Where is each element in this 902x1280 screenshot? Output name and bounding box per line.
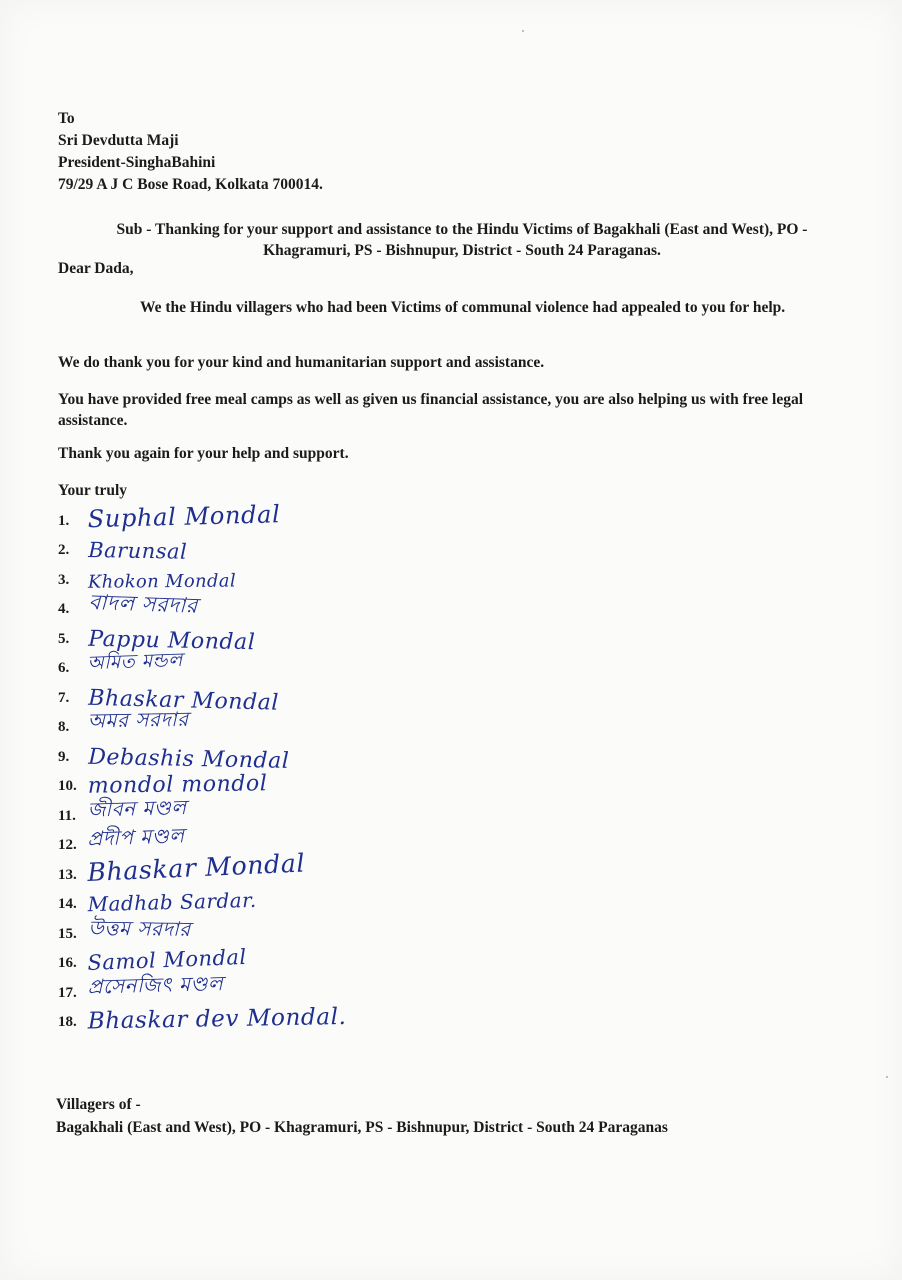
handwritten-signature: Khokon Mondal [87,569,237,592]
handwritten-signature: প্রসেনজিৎ মণ্ডল [87,971,224,998]
signature-row [58,1003,558,1036]
handwritten-signature: Madhab Sardar. [87,888,257,916]
signature-number: 6. [58,660,70,676]
address-to: To [58,110,75,127]
signature-number: 13. [58,866,77,883]
footer-address: Bagakhali (East and West), PO - Khagramuri, PS - Bishnupur, District - South 24 Paraganas [56,1119,668,1136]
signature-number: 4. [58,601,70,617]
signature-number: 7. [58,689,70,706]
recipient-address [58,108,323,196]
handwritten-signature: Bhaskar dev Mondal. [87,1003,347,1034]
handwritten-signature: প্রদীপ মণ্ডল [86,824,185,851]
handwritten-signature: Bhaskar Mondal [88,684,280,715]
signature-number: 16. [58,955,77,971]
signature-number: 1. [58,512,70,529]
handwritten-signature: অমিত মন্ডল [87,648,184,674]
handwritten-signature: Pappu Mondal [88,625,256,654]
body-paragraph-3: You have provided free meal camps as well as given us financial assistance, you are also helping us with free legal assistance. [58,391,804,429]
signature-row [58,917,558,947]
signature-number: 10. [58,778,77,794]
closing: Your truly [58,482,128,499]
handwritten-signature: Debashis Mondal [88,743,290,773]
handwritten-signature: mondol mondol [87,770,268,798]
body-paragraph-2: We do thank you for your kind and humanitarian support and assistance. [58,354,545,371]
signature-row [58,848,558,888]
signature-row [58,740,558,773]
signature-number: 18. [58,1014,77,1030]
signature-row [58,534,558,564]
handwritten-signature: জীবন মণ্ডল [87,795,187,821]
recipient-title: President-SinghaBahini [58,154,216,171]
signature-number: 9. [58,748,70,765]
signature-row [58,971,558,1006]
subject-line [58,219,866,261]
recipient-name: Sri Devdutta Maji [58,132,179,149]
handwritten-signature: বাদল সরদার [88,590,199,618]
signature-number: 14. [58,896,77,912]
signature-list [58,499,558,1035]
recipient-street-address: 79/29 A J C Bose Road, Kolkata 700014. [58,176,323,193]
signature-number: 2. [58,542,70,558]
signature-row [58,707,558,741]
signature-row [58,648,558,682]
handwritten-signature: উত্তম সরদার [88,916,191,941]
signature-number: 3. [58,571,70,588]
signature-number: 5. [58,630,70,647]
subject-line-2: Khagramuri, PS - Bishnupur, District - South 24 Paraganas. [263,242,661,259]
handwritten-signature: Suphal Mondal [87,499,281,533]
greeting: Dear Dada, [58,260,134,277]
signature-row [58,824,558,859]
signature-number: 15. [58,925,77,942]
signature-number: 11. [58,807,76,824]
handwritten-signature: Barunsal [88,538,188,564]
footer-title: Villagers of - [56,1096,141,1113]
signature-number: 12. [58,837,77,853]
signature-number: 8. [58,719,70,735]
signature-number: 17. [58,984,77,1001]
signature-row [58,590,558,623]
subject-line-1: Sub - Thanking for your support and assistance to the Hindu Victims of Bagakhali (East and West), PO - [116,221,808,238]
handwritten-signature: অমর সরদার [87,707,189,733]
body-paragraph-4: Thank you again for your help and support. [58,445,349,462]
handwritten-signature: Bhaskar Mondal [86,848,306,887]
paper-speck [522,30,524,32]
handwritten-signature: Samol Mondal [87,944,248,975]
paper-speck [886,1076,888,1078]
body-paragraph-1: We the Hindu villagers who had been Victims of communal violence had appealed to you for help. [140,299,786,316]
signature-row [58,499,558,534]
